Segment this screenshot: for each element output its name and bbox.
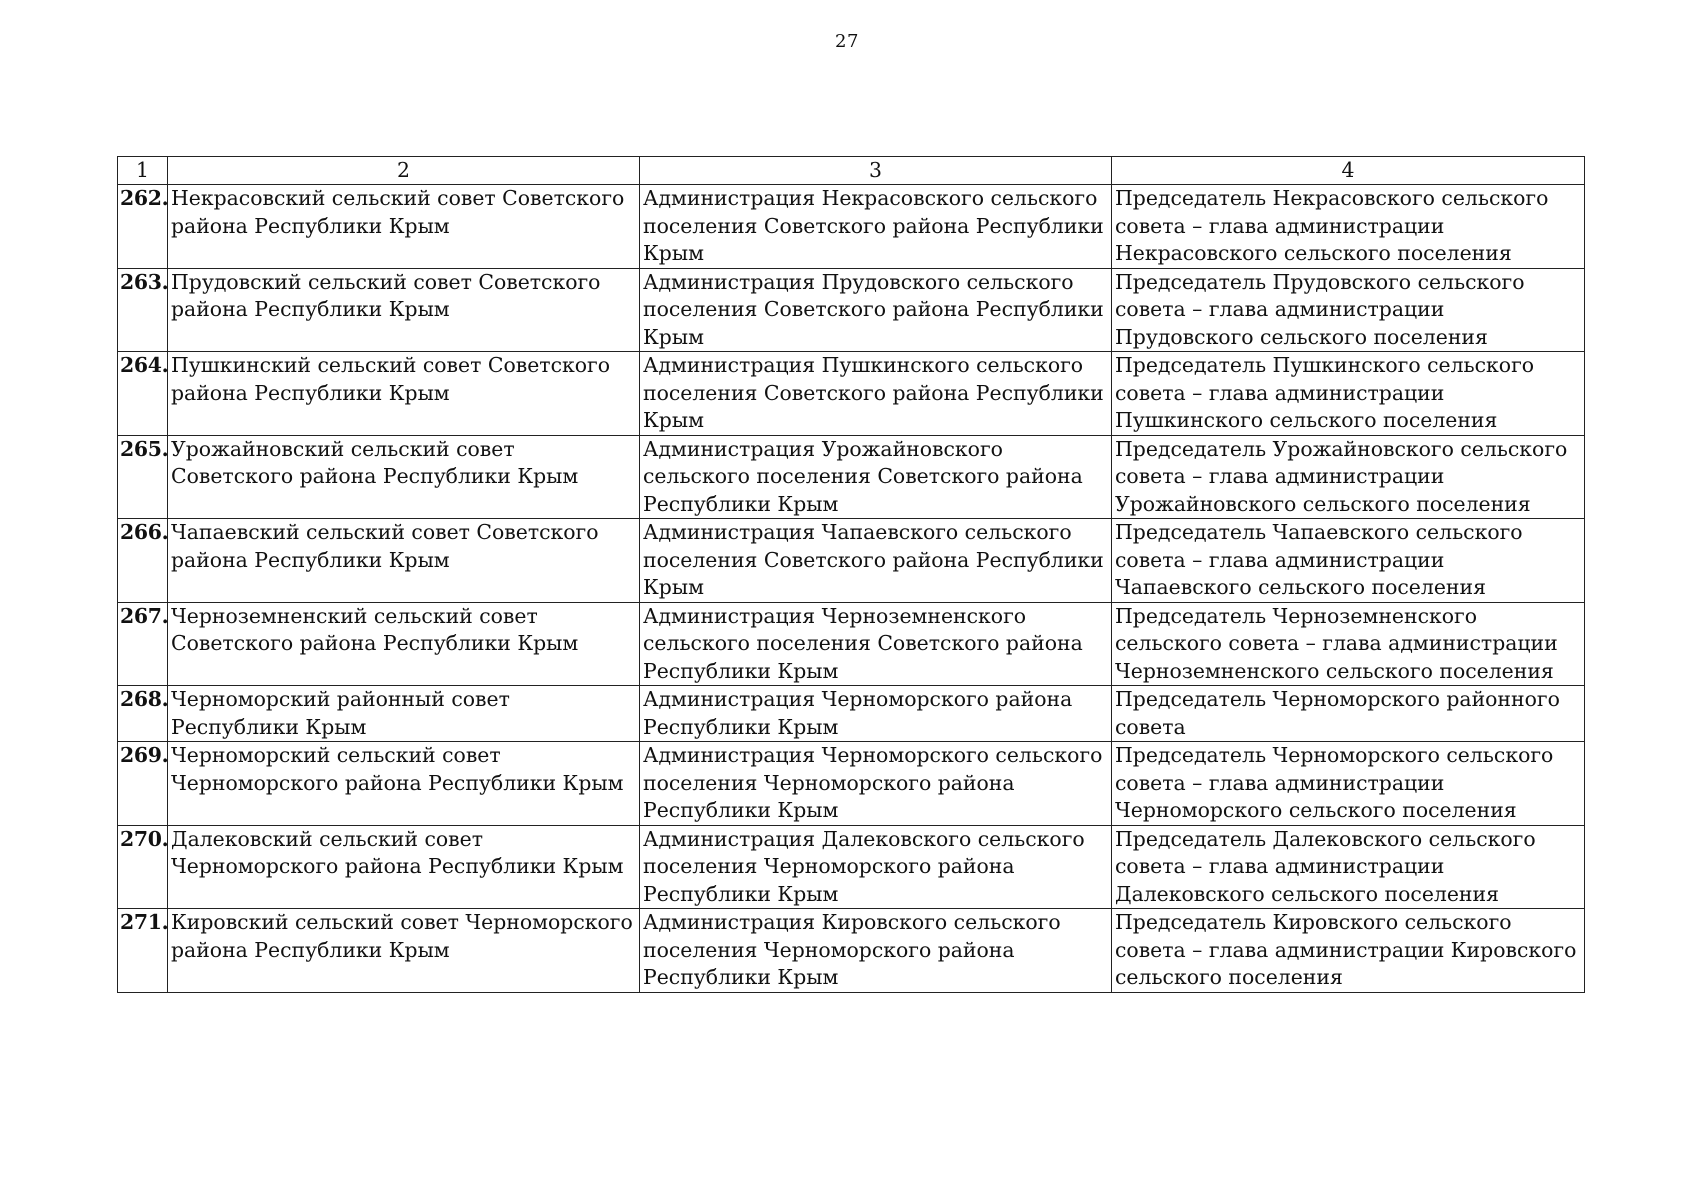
administration-name-cell: Администрация Пушкинского сельского поселения Советского района Республики Крым xyxy=(640,352,1112,436)
council-name-cell: Некрасовский сельский совет Советского района Республики Крым xyxy=(168,185,640,269)
page-number: 27 xyxy=(835,31,859,52)
council-name-cell: Пушкинский сельский совет Советского района Республики Крым xyxy=(168,352,640,436)
row-number: 264. xyxy=(118,352,168,436)
table-row xyxy=(118,519,1585,603)
head-title-cell: Председатель Пушкинского сельского совета – глава администрации Пушкинского сельского поселения xyxy=(1112,352,1585,436)
head-title-cell: Председатель Урожайновского сельского совета – глава администрации Урожайновского сельского поселения xyxy=(1112,435,1585,519)
head-title-cell: Председатель Черноземненского сельского совета – глава администрации Черноземненского сельского поселения xyxy=(1112,602,1585,686)
column-header-4: 4 xyxy=(1112,157,1585,185)
column-header-3: 3 xyxy=(640,157,1112,185)
row-number: 262. xyxy=(118,185,168,269)
head-title-cell: Председатель Прудовского сельского совета – глава администрации Прудовского сельского поселения xyxy=(1112,268,1585,352)
row-number: 265. xyxy=(118,435,168,519)
row-number: 270. xyxy=(118,825,168,909)
council-name-cell: Черноморский сельский совет Черноморского района Республики Крым xyxy=(168,742,640,826)
row-number: 268. xyxy=(118,686,168,742)
administration-name-cell: Администрация Некрасовского сельского поселения Советского района Республики Крым xyxy=(640,185,1112,269)
administration-name-cell: Администрация Черноземненского сельского поселения Советского района Республики Крым xyxy=(640,602,1112,686)
council-name-cell: Прудовский сельский совет Советского района Республики Крым xyxy=(168,268,640,352)
table-header-row xyxy=(118,157,1585,185)
row-number: 269. xyxy=(118,742,168,826)
row-number: 267. xyxy=(118,602,168,686)
council-name-cell: Черноземненский сельский совет Советского района Республики Крым xyxy=(168,602,640,686)
head-title-cell: Председатель Чапаевского сельского совета – глава администрации Чапаевского сельского поселения xyxy=(1112,519,1585,603)
council-name-cell: Чапаевский сельский совет Советского района Республики Крым xyxy=(168,519,640,603)
administration-name-cell: Администрация Чапаевского сельского поселения Советского района Республики Крым xyxy=(640,519,1112,603)
council-name-cell: Далековский сельский совет Черноморского района Республики Крым xyxy=(168,825,640,909)
table-body xyxy=(118,185,1585,993)
administration-name-cell: Администрация Черноморского района Республики Крым xyxy=(640,686,1112,742)
table-row xyxy=(118,825,1585,909)
head-title-cell: Председатель Далековского сельского совета – глава администрации Далековского сельского поселения xyxy=(1112,825,1585,909)
council-name-cell: Черноморский районный совет Республики Крым xyxy=(168,686,640,742)
column-header-1: 1 xyxy=(118,157,168,185)
head-title-cell: Председатель Черноморского районного совета xyxy=(1112,686,1585,742)
municipal-bodies-table xyxy=(117,156,1585,993)
row-number: 263. xyxy=(118,268,168,352)
council-name-cell: Урожайновский сельский совет Советского района Республики Крым xyxy=(168,435,640,519)
administration-name-cell: Администрация Прудовского сельского поселения Советского района Республики Крым xyxy=(640,268,1112,352)
row-number: 266. xyxy=(118,519,168,603)
head-title-cell: Председатель Некрасовского сельского совета – глава администрации Некрасовского сельского поселения xyxy=(1112,185,1585,269)
table-row xyxy=(118,909,1585,993)
table-row xyxy=(118,185,1585,269)
head-title-cell: Председатель Кировского сельского совета – глава администрации Кировского сельского поселения xyxy=(1112,909,1585,993)
row-number: 271. xyxy=(118,909,168,993)
table-row xyxy=(118,686,1585,742)
administration-name-cell: Администрация Урожайновского сельского поселения Советского района Республики Крым xyxy=(640,435,1112,519)
head-title-cell: Председатель Черноморского сельского совета – глава администрации Черноморского сельского поселения xyxy=(1112,742,1585,826)
administration-name-cell: Администрация Кировского сельского поселения Черноморского района Республики Крым xyxy=(640,909,1112,993)
column-header-2: 2 xyxy=(168,157,640,185)
table-row xyxy=(118,352,1585,436)
table-row xyxy=(118,268,1585,352)
council-name-cell: Кировский сельский совет Черноморского района Республики Крым xyxy=(168,909,640,993)
table-row xyxy=(118,602,1585,686)
table-row xyxy=(118,435,1585,519)
administration-name-cell: Администрация Черноморского сельского поселения Черноморского района Республики Крым xyxy=(640,742,1112,826)
administration-name-cell: Администрация Далековского сельского поселения Черноморского района Республики Крым xyxy=(640,825,1112,909)
table-row xyxy=(118,742,1585,826)
